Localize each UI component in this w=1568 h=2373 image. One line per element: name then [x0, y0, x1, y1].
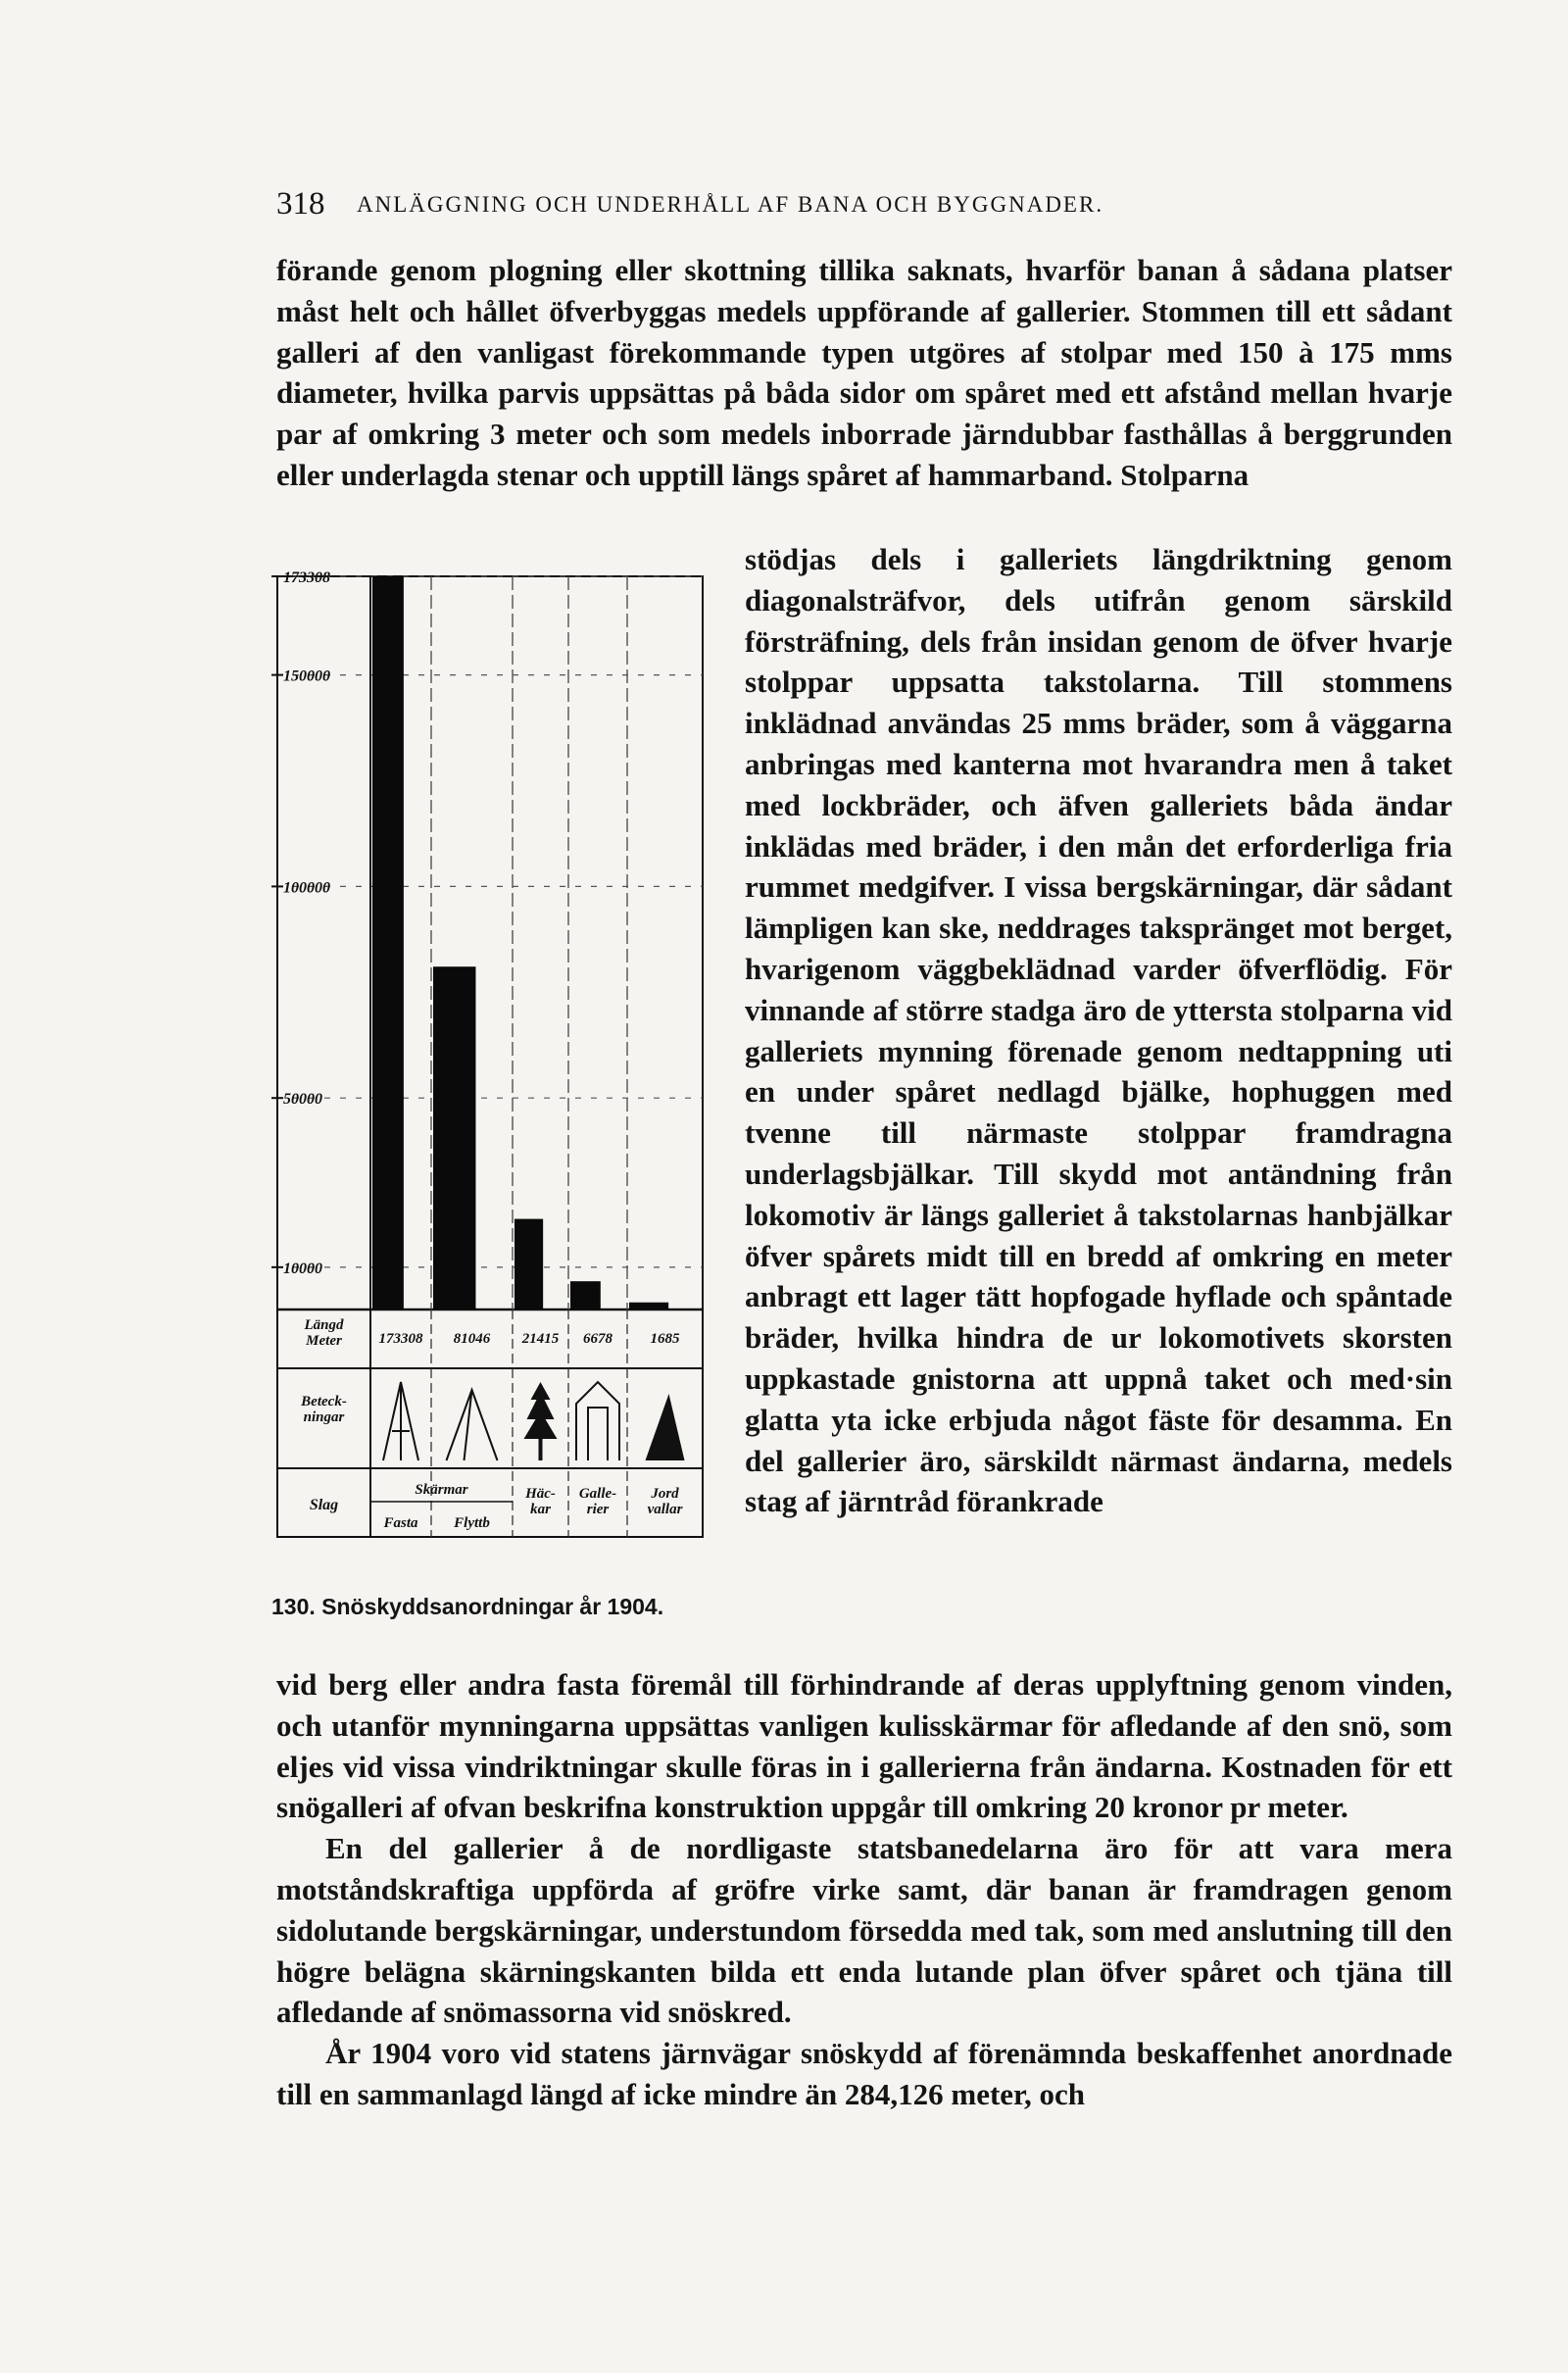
paragraph: vid berg eller andra fasta föremål till förhindrande af deras upplyftning genom vinden, och utanför mynningarna uppsättas vanligen kulisskärmar för afledande af den snö, som eljes vid vissa vindriktningar skulle föras in i gallerierna från ändarna. Kostnaden för ett snögalleri af ofvan beskrifna konstruktion uppgår till omkring 20 kronor pr meter. [276, 1667, 1452, 1825]
bars [372, 576, 668, 1310]
value-label-fasta: 173308 [378, 1331, 423, 1347]
y-tick-label: 100000 [283, 879, 330, 897]
kind-label-0: Fasta [383, 1515, 418, 1531]
outer-frame [277, 576, 703, 1537]
group-label-skarmar: Skärmar [415, 1482, 468, 1498]
bar-häckar [514, 1219, 543, 1310]
y-tick-label: 150000 [283, 667, 330, 685]
bar-gallerier [570, 1281, 601, 1310]
paragraph: År 1904 voro vid statens järnvägar snöskydd af förenämnda beskaffenhet anordnade till en sammanlagd längd af icke mindre än 284,126 meter, och [276, 2036, 1452, 2111]
text-block-bottom [276, 1664, 1452, 2115]
gallery-icon [576, 1382, 619, 1460]
kind-label-2: Häc-kar [525, 1486, 556, 1517]
tree-trunk-icon [539, 1439, 543, 1460]
y-axis-ticks [271, 569, 330, 1277]
paragraph: förande genom plogning eller skottning tillika saknats, hvarför banan å sådana platser måst helt och hållet öfverbyggas medels uppförande af gallerier. Stommen till ett sådant galleri af den vanligast förekommande typen utgöres af stolpar med 150 à 175 mms diameter, hvilka parvis uppsättas på båda sidor om spåret med ett afstånd mellan hvarje par af omkring 3 meter och som medels inborrade järndubbar fasthållas å berggrunden eller underlagda stenar och upptill längs spåret af hammarband. Stolparna [276, 253, 1452, 492]
bar-fasta [372, 576, 404, 1310]
chart-frame [277, 576, 703, 1537]
running-title: ANLÄGGNING OCH UNDERHÅLL AF BANA OCH BYGGNADER. [357, 192, 1104, 217]
paragraph: stödjas dels i galleriets längdriktning genom diagonalsträfvor, dels utifrån genom särskild försträfning, dels från insidan genom de öfver hvarje stolppar uppsatta takstolarna. Till stommens inklädnad användas 25 mms bräder, som å väggarna anbringas med kanterna mot hvarandra men å taket med lockbräder, och äfven galleriets båda ändar inklädas med bräder, i den mån det erforderliga fria rummet medgifver. I vissa bergskärningar, där sådant lämpligen kan ske, neddrages takspränget mot berget, hvarigenom väggbeklädnad varder öfverflödig. För vinnande af större stadga äro de yttersta stolparna vid galleriets mynning förenade genom nedtappning uti en under spåret nedlagd bjälke, hophuggen med tvenne till närmaste stolppar framdragna underlagsbjälkar. Till skydd mot antändning från lokomotiv är längs galleriet å takstolarnas hanbjälkar öfver spårets midt till en bredd af omkring en meter anbragt ett lager tätt hopfogade hyflade och spåntade bräder, hvilka hindra de ur lokomotivets skorsten uppkastade gnistorna att uppnå taket och med·sin glatta yta icke erbjuda något fäste för desamma. En del gallerier äro, särskildt närmast ändarna, medels stag af järntråd förankrade [745, 542, 1452, 1519]
text-block-right [745, 539, 1452, 1522]
movable-screen-icon [447, 1390, 498, 1460]
kind-label-4: Jord vallar [647, 1486, 683, 1517]
y-tick-label: 173308 [283, 569, 330, 586]
page-header [276, 186, 1452, 235]
data-table [277, 1310, 703, 1537]
value-label-flyttb: 81046 [453, 1331, 491, 1347]
row-label-symbols: Beteck-ningar [301, 1394, 347, 1425]
y-tick-label: 50000 [283, 1091, 322, 1109]
value-label-häckar: 21415 [521, 1331, 560, 1347]
tree-icon [524, 1382, 558, 1439]
row-label-length: Längd Meter [304, 1317, 344, 1349]
figure-caption: 130. Snöskyddsanordningar år 1904. [271, 1594, 664, 1619]
bar-jordvallar [629, 1303, 668, 1310]
y-tick-label: 10000 [283, 1260, 322, 1277]
paragraph: En del gallerier å de nordligaste statsbanedelarna äro för att vara mera motståndskraftiga uppförda af gröfre virke samt, där banan är framdragen genom sidolutande bergskärningar, understundom försedda med tak, som med anslutning till den högre belägna skärningskanten bilda ett enda lutande plan öfver spåret och tjäna till afledande af snömassorna vid snöskred. [276, 1831, 1452, 2030]
bar-flyttb [433, 966, 475, 1310]
chart-gridlines [277, 576, 703, 1310]
symbol-row [383, 1382, 685, 1460]
bar-chart [250, 555, 740, 1584]
page-number: 318 [276, 186, 325, 222]
text-block-top [276, 250, 1452, 496]
value-label-jordvallar: 1685 [650, 1331, 680, 1347]
fence-icon [383, 1382, 418, 1460]
figure-snow-protection [250, 555, 740, 1633]
row-label-kind: Slag [309, 1497, 339, 1513]
kind-label-3: Galle-rier [578, 1486, 617, 1517]
value-label-gallerier: 6678 [583, 1331, 612, 1347]
earth-wall-icon [646, 1394, 685, 1460]
kind-label-1: Flyttb [454, 1515, 490, 1531]
